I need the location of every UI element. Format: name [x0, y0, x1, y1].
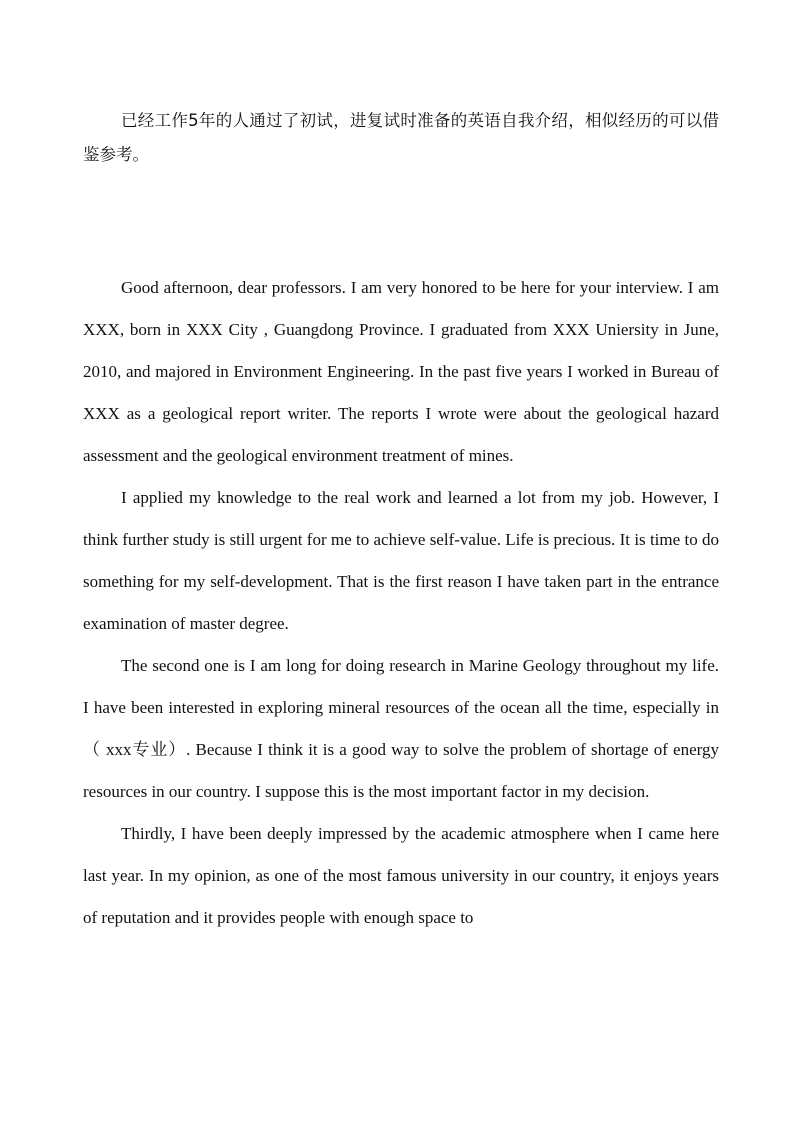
intro-paragraph: 已经工作5年的人通过了初试，进复试时准备的英语自我介绍，相似经历的可以借鉴参考。	[83, 111, 719, 164]
paragraph-1: Good afternoon, dear professors. I am very honored to be here for your interview. I am XXX, born in XXX City , Guangdong Province. I graduated from XXX Uniersity in June, 2010, and majored in Environment Engineering. In the past five years I worked in Bureau of XXX as a geological report writer. The reports I wrote were about the geological hazard assessment and the geological environment treatment of mines.	[83, 278, 719, 465]
paragraph-2: I applied my knowledge to the real work and learned a lot from my job. However, I think further study is still urgent for me to achieve self-value. Life is precious. It is time to do something for my self-development. That is the first reason I have taken part in the entrance examination of master degree.	[83, 488, 719, 633]
paragraph-4: Thirdly, I have been deeply impressed by the academic atmosphere when I came here last year. In my opinion, as one of the most famous university in our country, it enjoys years of reputation and it provides people with enough space to	[83, 824, 719, 927]
paragraph-3: The second one is I am long for doing research in Marine Geology throughout my life. I have been interested in exploring mineral resources of the ocean all the time, especially in （ xxx专业）. Because I think it is a good way to solve the problem of shortage of energy resources in our country. I suppose this is the most important factor in my decision.	[83, 656, 719, 801]
self-introduction-body	[83, 267, 719, 939]
